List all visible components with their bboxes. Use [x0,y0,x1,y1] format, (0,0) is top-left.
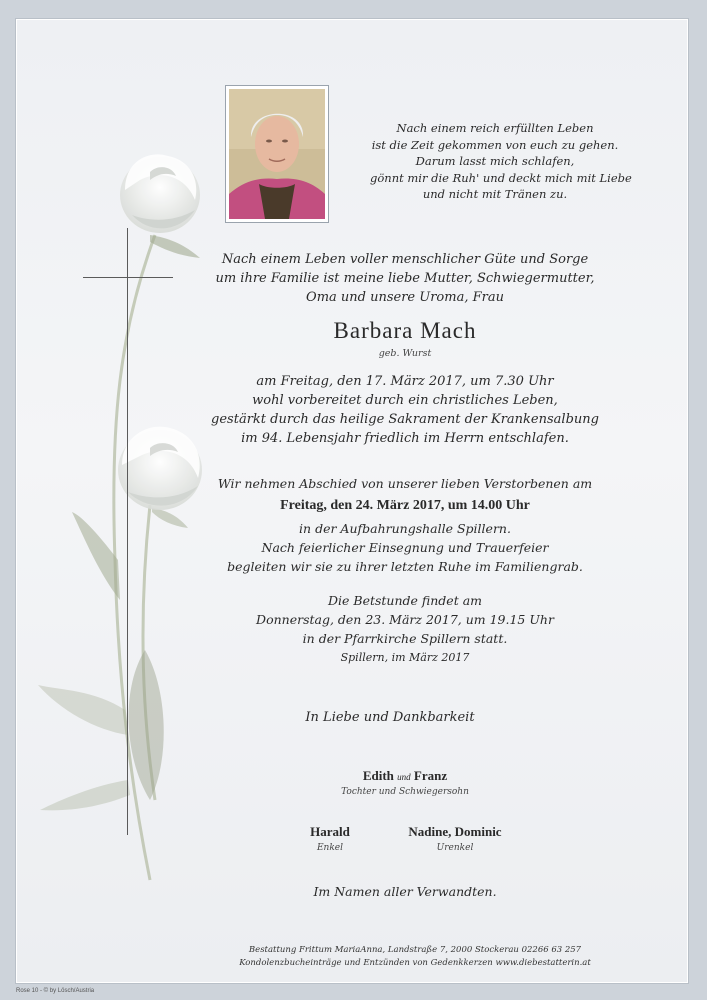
intro-line: um ihre Familie ist meine liebe Mutter, Schwiegermutter, [215,271,595,286]
funeral-details [200,474,610,576]
mourner-and: und [397,772,411,782]
poem-line: und nicht mit Tränen zu. [422,187,568,201]
mourner-name: Edith [362,768,394,783]
intro-text [205,250,605,307]
relatives-line: Im Namen aller Verwandten. [313,884,497,899]
cross-icon [127,228,128,835]
intro-line: Nach einem Leben voller menschlicher Güte und Sorge [221,252,589,267]
footer [230,944,600,970]
poem-line: gönnt mir die Ruh' und deckt mich mit Liebe [370,170,632,185]
poem-line: Darum lasst mich schlafen, [415,154,575,168]
footer-line: Bestattung Frittum MariaAnna, Landstraße 7, 2000 Stockerau 02266 63 257 [248,945,582,955]
mourner-role: Tochter und Schwiegersohn [341,787,469,797]
death-line: wohl vorbereitet durch ein christliches Leben, [252,393,558,408]
mourner-name: Franz [413,768,448,783]
credit-text: Rose 10 - © by Lösch/Austria [16,988,95,994]
mourner-name: Harald [310,824,350,839]
deceased-name: Barbara Mach [333,318,477,343]
intro-line: Oma und unsere Uroma, Frau [306,290,504,305]
farewell-intro: Wir nehmen Abschied von unserer lieben Verstorbenen am [217,476,593,491]
mourner-role: Enkel [316,843,344,853]
farewell-line: Nach feierlicher Einsegnung und Trauerfeier [261,540,549,555]
prayer-line: Die Betstunde findet am [328,593,482,608]
mourner-grandchild [290,824,370,853]
mourner-role: Urenkel [436,843,474,853]
prayer-line: in der Pfarrkirche Spillern statt. [302,631,508,646]
death-line: im 94. Lebensjahr friedlich im Herrn entschlafen. [241,431,569,446]
poem [370,120,632,203]
portrait-photo [225,85,329,223]
death-line: am Freitag, den 17. März 2017, um 7.30 Uhr [256,374,554,389]
prayer-line: Donnerstag, den 23. März 2017, um 19.15 Uhr [256,612,554,627]
mourner-couple [315,768,495,797]
funeral-date: Freitag, den 24. März 2017, um 14.00 Uhr [280,498,530,513]
poem-line: Nach einem reich erfüllten Leben [396,121,594,135]
place-date: Spillern, im März 2017 [340,651,470,664]
cross-bar [83,277,173,278]
mourner-great-grandchildren [390,824,520,853]
birth-name: geb. Wurst [378,348,432,359]
thanks-line: In Liebe und Dankbarkeit [305,710,475,725]
prayer-service [235,591,575,648]
footer-line: Kondolenzbucheinträge und Entzünden von Gedenkkerzen www.diebestatterin.at [239,958,591,968]
death-line: gestärkt durch das heilige Sakrament der Krankensalbung [211,412,599,427]
mourner-name: Nadine, Dominic [408,824,502,839]
death-notice [195,372,615,448]
farewell-line: begleiten wir sie zu ihrer letzten Ruhe im Familiengrab. [227,559,583,574]
poem-line: ist die Zeit gekommen von euch zu gehen. [371,137,619,152]
farewell-line: in der Aufbahrungshalle Spillern. [299,521,511,536]
